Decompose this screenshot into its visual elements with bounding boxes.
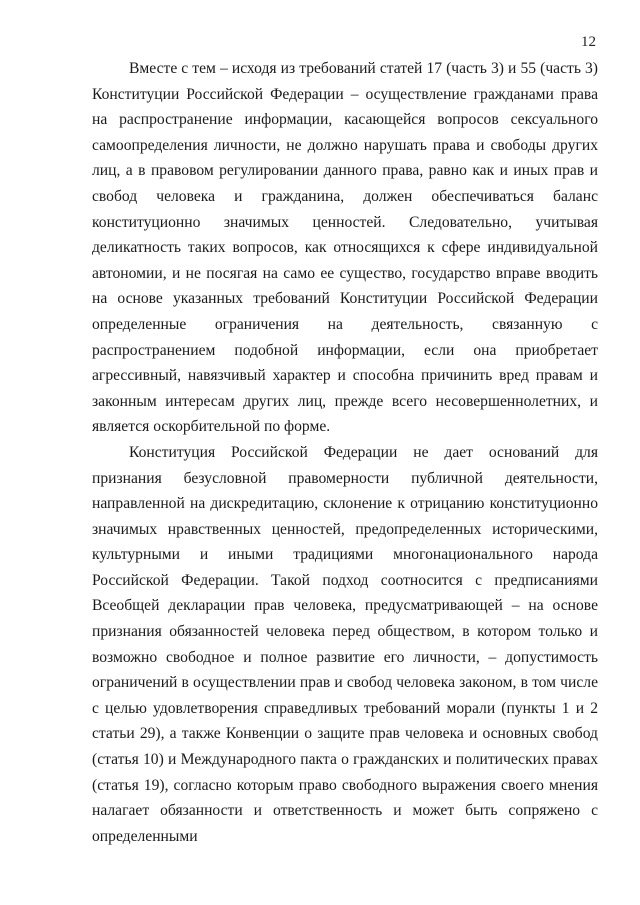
page-number: 12 bbox=[581, 34, 596, 50]
page-body bbox=[92, 56, 598, 849]
paragraph-1: Вместе с тем – исходя из требований статей 17 (часть 3) и 55 (часть 3) Конституции Российской Федерации – осуществление гражданами права на распространение информации, касающейся вопросов сексуального самоопределения личности, не должно нарушать права и свободы других лиц, а в правовом регулировании данного права, равно как и иных прав и свобод человека и гражданина, должен обеспечиваться баланс конституционно значимых ценностей. Следовательно, учитывая деликатность таких вопросов, как относящихся к сфере индивидуальной автономии, и не посягая на само ее существо, государство вправе вводить на основе указанных требований Конституции Российской Федерации определенные ограничения на деятельность, связанную с распространением подобной информации, если она приобретает агрессивный, навязчивый характер и способна причинить вред правам и законным интересам других лиц, прежде всего несовершеннолетних, и является оскорбительной по форме. bbox=[92, 60, 598, 436]
paragraph-2: Конституция Российской Федерации не дает оснований для признания безусловной правомерности публичной деятельности, направленной на дискредитацию, склонение к отрицанию конституционно значимых нравственных ценностей, предопределенных историческими, культурными и иными традициями многонационального народа Российской Федерации. Такой подход соотносится с предписаниями Всеобщей декларации прав человека, предусматривающей – на основе признания обязанностей человека перед обществом, в котором только и возможно свободное и полное развитие его личности, – допустимость ограничений в осуществлении прав и свобод человека законом, в том числе с целью удовлетворения справедливых требований морали (пункты 1 и 2 статьи 29), а также Конвенции о защите прав человека и основных свобод (статья 10) и Международного пакта о гражданских и политических правах (статья 19), согласно которым право свободного выражения своего мнения налагает обязанности и ответственность и может быть сопряжено с определенными bbox=[92, 443, 598, 845]
